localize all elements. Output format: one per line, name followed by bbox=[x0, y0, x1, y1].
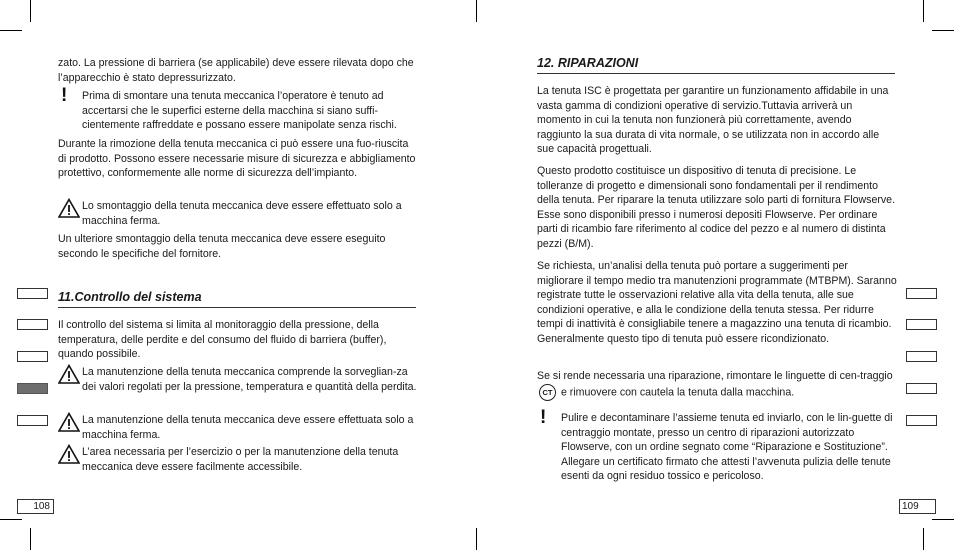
paragraph-text: Se si rende necessaria una riparazione, rimontare le linguette di cen-traggio bbox=[537, 370, 893, 382]
chapter-tab bbox=[906, 319, 937, 330]
crop-mark bbox=[923, 0, 924, 22]
chapter-tab bbox=[906, 383, 937, 394]
exclamation-icon: ! bbox=[61, 85, 68, 106]
crop-mark bbox=[476, 528, 477, 550]
crop-mark bbox=[932, 30, 954, 31]
section-title: 11.Controllo del sistema bbox=[58, 289, 416, 308]
page-number bbox=[17, 499, 54, 514]
chapter-tab-active bbox=[17, 383, 48, 394]
chapter-tab bbox=[906, 288, 937, 299]
crop-mark bbox=[0, 30, 22, 31]
crop-mark bbox=[30, 528, 31, 550]
warning-triangle-icon bbox=[58, 364, 80, 384]
paragraph: La tenuta ISC è progettata per garantire un funzionamento affidabile in una vasta gamma di condizioni operative di servizio.Tuttavia arriverà un momento in cui la tenuta non funzionerà più correttamente, avendo raggiunto la sua durata di vita normale, o se utilizzata non in accordo alle sue capacità progettuali. bbox=[537, 85, 889, 156]
crop-mark bbox=[0, 519, 22, 520]
paragraph: Durante la rimozione della tenuta meccanica ci può essere una fuo-riuscita di prodotto. Possono essere necessarie misure di sicurezza e abbigliamento protettivo, conformemente alle norme di sicurezza dell’impianto. bbox=[58, 138, 416, 180]
paragraph: Se richiesta, un’analisi della tenuta può portare a suggerimenti per migliorare il tempo medio tra manutenzioni programmate (MTBPM). Saranno registrate tutte le osservazioni relative alla vita della tenuta, alle sue condizioni operative, e alla le condizione della tenuta stessa. Per ridurre tempi di inattività è consigliabile tenere a magazzino una tenuta di ricambio. Generalmente questo tipo di tenuta può essere ricondizionato. bbox=[537, 260, 897, 345]
paragraph: Questo prodotto costituisce un dispositivo di tenuta di precisione. Le tolleranze di progetto e dimensionali sono fondamentali per il rendimento della tenuta. Per riparare la tenuta utilizzare solo parti di fornitura Flowserve. Esse sono disponibili presso i numerosi depositi Flowserve. Per ordinare parti di ricambio fare riferimento al codice del pezzo e al numero di distinta pezzi (B/M). bbox=[537, 165, 896, 250]
warning-triangle-icon bbox=[58, 412, 80, 432]
note-text: Prima di smontare una tenuta meccanica l’operatore è tenuto ad accertarsi che le superfici esterne della macchina si siano suffi-cientemente raffreddate e possano essere manipolate senza rischi. bbox=[82, 90, 397, 132]
page-number bbox=[899, 499, 936, 514]
crop-mark bbox=[932, 519, 954, 520]
warning-triangle-icon bbox=[58, 198, 80, 218]
paragraph-text: e rimuovere con cautela la tenuta dalla macchina. bbox=[560, 385, 795, 398]
section-title: 12. RIPARAZIONI bbox=[537, 55, 895, 74]
chapter-tab bbox=[906, 351, 937, 362]
paragraph: Un ulteriore smontaggio della tenuta meccanica deve essere eseguito secondo le specifiche del fornitore. bbox=[58, 233, 386, 260]
chapter-tab bbox=[17, 351, 48, 362]
paragraph bbox=[537, 369, 897, 401]
page-number-text: 108 bbox=[33, 501, 50, 512]
exclamation-icon: ! bbox=[540, 407, 547, 428]
crop-mark bbox=[923, 528, 924, 550]
crop-mark bbox=[476, 0, 477, 22]
chapter-tab bbox=[17, 415, 48, 426]
paragraph: Il controllo del sistema si limita al monitoraggio della pressione, della temperatura, delle perdite e del consumo del fluido di barriera (buffer), quando possibile. bbox=[58, 319, 387, 361]
warning-text: L’area necessaria per l’esercizio o per la manutenzione della tenuta meccanica deve essere facilmente accessibile. bbox=[82, 446, 399, 473]
right-page bbox=[537, 0, 895, 550]
warning-text: La manutenzione della tenuta meccanica comprende la sorveglian-za dei valori regolati per la pressione, temperatura e quantità della perdita. bbox=[82, 366, 417, 393]
left-page bbox=[58, 0, 416, 550]
note-text: Pulire e decontaminare l’assieme tenuta ed inviarlo, con le lin-guette di centraggio montate, presso un centro di riparazioni autorizzato Flowserve, con un ordine segnato come “Riparazione e Sostituzione”. Allegare un certificato firmato che attesti l’avvenuta pulizia delle tenute esenti da ogni residuo tossico e pericoloso. bbox=[561, 412, 893, 483]
centering-tab-badge: CT bbox=[539, 384, 556, 401]
warning-triangle-icon bbox=[58, 444, 80, 464]
chapter-tab bbox=[17, 288, 48, 299]
chapter-tab bbox=[906, 415, 937, 426]
chapter-tab bbox=[17, 319, 48, 330]
page-number-text: 109 bbox=[902, 501, 919, 512]
warning-text: La manutenzione della tenuta meccanica deve essere effettuata solo a macchina ferma. bbox=[82, 414, 414, 441]
crop-mark bbox=[30, 0, 31, 22]
paragraph: zato. La pressione di barriera (se applicabile) deve essere rilevata dopo che l’apparecchio è stato depressurizzato. bbox=[58, 57, 414, 84]
warning-text: Lo smontaggio della tenuta meccanica deve essere effettuato solo a macchina ferma. bbox=[82, 200, 402, 227]
